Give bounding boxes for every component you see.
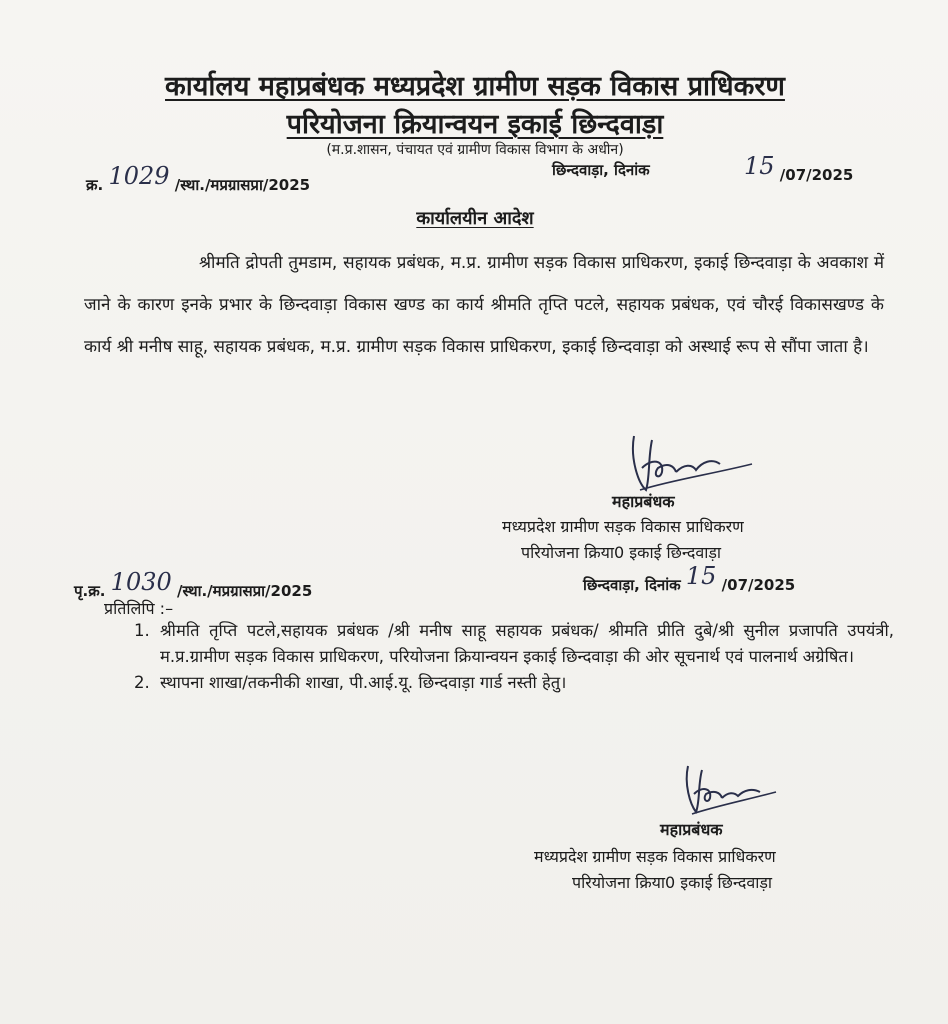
copy-item-number: 1. bbox=[134, 621, 150, 640]
signatory-org-2: मध्यप्रदेश ग्रामीण सड़क विकास प्राधिकरण bbox=[534, 847, 776, 866]
date-rest: /07/2025 bbox=[779, 166, 854, 184]
office-title: कार्यालय महाप्रबंधक मध्यप्रदेश ग्रामीण सड़क विकास प्राधिकरण bbox=[165, 71, 785, 102]
handwritten-day: 15 bbox=[744, 152, 775, 180]
signatory-unit-2: परियोजना क्रिया0 इकाई छिन्दवाड़ा bbox=[572, 873, 773, 892]
handwritten-number: 1029 bbox=[108, 162, 170, 190]
unit-title: परियोजना क्रियान्वयन इकाई छिन्दवाड़ा bbox=[286, 109, 664, 140]
copy-handwritten-day: 15 bbox=[685, 562, 717, 590]
copy-item-text: स्थापना शाखा/तकनीकी शाखा, पी.आई.यू. छिन्दवाड़ा गार्ड नस्ती हेतु। bbox=[160, 673, 567, 692]
order-body: श्रीमति द्रोपती तुमडाम, सहायक प्रबंधक, म.प्र. ग्रामीण सड़क विकास प्राधिकरण, इकाई छिन्दवाड़ा के अवकाश में जाने के कारण इनके प्रभार के छिन्दवाड़ा विकास खण्ड का कार्य श्रीमति तृप्ति पटले, सहायक प्रबंधक, एवं चौरई विकासखण्ड के कार्य श्री मनीष साहू, सहायक प्रबंधक, म.प्र. ग्रामीण सड़क विकास प्राधिकरण, इकाई छिन्दवाड़ा को अस्थाई रूप से सौंपा जाता है। bbox=[84, 253, 884, 357]
reference-number bbox=[86, 162, 311, 196]
copy-date bbox=[583, 562, 796, 596]
signatory-title-1: महाप्रबंधक bbox=[612, 492, 675, 511]
copy-date-rest: /07/2025 bbox=[721, 576, 796, 594]
copy-label: प्रतिलिपि :– bbox=[104, 599, 174, 618]
department-subtitle: (म.प्र.शासन, पंचायत एवं ग्रामीण विकास विभाग के अधीन) bbox=[326, 142, 624, 158]
copy-item-number: 2. bbox=[134, 673, 150, 692]
copy-item-text: श्रीमति तृप्ति पटले,सहायक प्रबंधक /श्री मनीष साहू सहायक प्रबंधक/ श्रीमति प्रीति दुबे/श्री सुनील प्रजापति उपयंत्री, म.प्र.ग्रामीण सड़क विकास प्राधिकरण, परियोजना क्रियान्वयन इकाई छिन्दवाड़ा की ओर सूचनार्थ एवं पालनार्थ अग्रेषित। bbox=[160, 621, 894, 666]
place-date-label: छिन्दवाड़ा, दिनांक bbox=[552, 161, 650, 179]
issue-date bbox=[744, 152, 854, 186]
signatory-org-1: मध्यप्रदेश ग्रामीण सड़क विकास प्राधिकरण bbox=[502, 517, 744, 536]
copy-item bbox=[134, 670, 894, 696]
reference-prefix: क्र. bbox=[86, 176, 104, 194]
copy-handwritten-number: 1030 bbox=[110, 568, 172, 596]
copy-item bbox=[134, 618, 894, 670]
copy-reference-suffix: /स्था./मप्रग्रासप्रा/2025 bbox=[176, 582, 313, 600]
copy-list bbox=[134, 618, 894, 696]
copy-place-date-label: छिन्दवाड़ा, दिनांक bbox=[583, 576, 681, 594]
reference-suffix: /स्था./मप्रग्रासप्रा/2025 bbox=[174, 176, 311, 194]
signatory-unit-1: परियोजना क्रिया0 इकाई छिन्दवाड़ा bbox=[521, 543, 722, 562]
signatory-title-2: महाप्रबंधक bbox=[660, 820, 723, 839]
order-title: कार्यालयीन आदेश bbox=[416, 208, 534, 229]
copy-reference-prefix: पृ.क्र. bbox=[74, 582, 106, 600]
